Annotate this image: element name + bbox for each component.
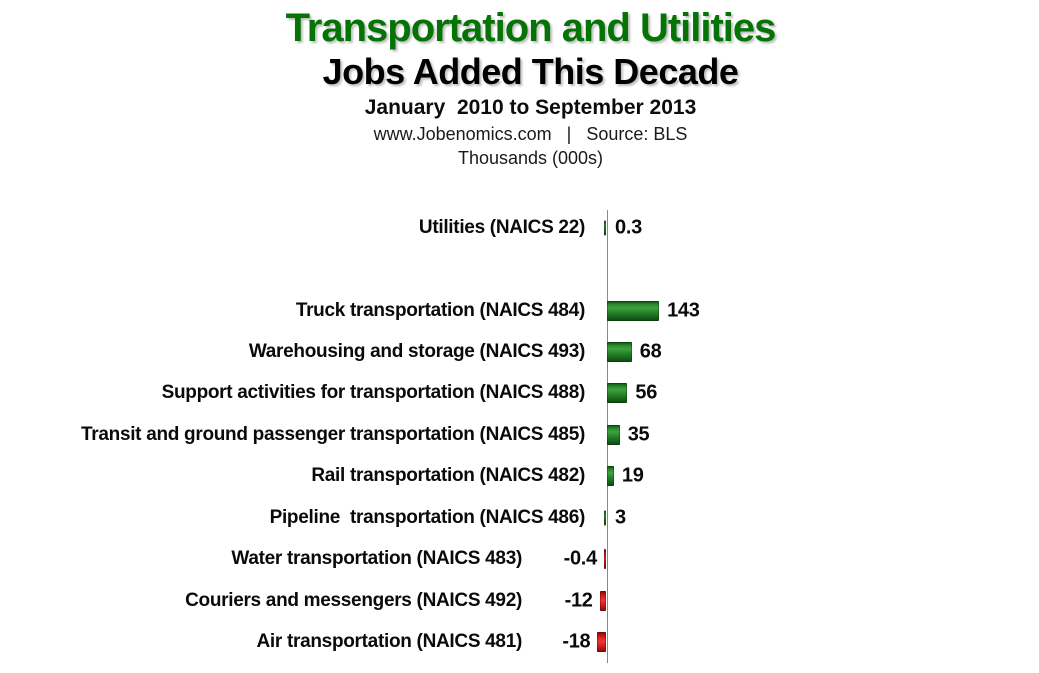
value-label: -0.4 bbox=[563, 547, 597, 570]
value-label: -12 bbox=[564, 589, 593, 612]
chart-units: Thousands (000s) bbox=[457, 147, 604, 168]
bar-negative bbox=[600, 591, 606, 611]
chart-period: January 2010 to September 2013 bbox=[364, 96, 697, 120]
chart-plot-area bbox=[0, 207, 1039, 663]
value-label: 56 bbox=[635, 381, 658, 404]
chart-header bbox=[0, 6, 1039, 170]
chart-source: www.Jobenomics.com | Source: BLS bbox=[373, 124, 688, 145]
value-label: 3 bbox=[615, 506, 626, 529]
value-label: 35 bbox=[627, 423, 650, 446]
chart-row bbox=[0, 497, 1039, 538]
bar-positive bbox=[604, 220, 606, 235]
chart-row bbox=[0, 248, 1039, 289]
category-label: Couriers and messengers (NAICS 492) bbox=[185, 589, 522, 611]
chart-row bbox=[0, 414, 1039, 455]
chart-row bbox=[0, 456, 1039, 497]
bar-negative bbox=[604, 549, 606, 569]
value-label: 68 bbox=[639, 340, 662, 363]
category-label: Transit and ground passenger transportation (NAICS 485) bbox=[81, 423, 585, 445]
chart-rows bbox=[0, 207, 1039, 663]
value-label: 0.3 bbox=[615, 216, 642, 239]
bar-positive bbox=[607, 383, 627, 403]
category-label: Utilities (NAICS 22) bbox=[418, 216, 585, 238]
chart-row bbox=[0, 373, 1039, 414]
value-label: 19 bbox=[621, 464, 644, 487]
value-label: 143 bbox=[667, 299, 700, 322]
category-label: Rail transportation (NAICS 482) bbox=[311, 465, 585, 487]
bar-positive bbox=[607, 425, 620, 445]
chart-row bbox=[0, 331, 1039, 372]
chart-row bbox=[0, 580, 1039, 621]
chart-row bbox=[0, 621, 1039, 662]
bar-positive bbox=[604, 510, 606, 525]
chart-row bbox=[0, 539, 1039, 580]
bar-positive bbox=[607, 342, 632, 362]
category-label: Water transportation (NAICS 483) bbox=[231, 548, 522, 570]
bar-positive bbox=[607, 301, 659, 321]
category-label: Truck transportation (NAICS 484) bbox=[295, 299, 585, 321]
chart-title: Transportation and Utilities bbox=[285, 6, 776, 50]
category-label: Support activities for transportation (NAICS 488) bbox=[161, 382, 585, 404]
chart-row bbox=[0, 207, 1039, 248]
bar-positive bbox=[607, 466, 614, 486]
value-label: -18 bbox=[562, 630, 591, 653]
chart-row bbox=[0, 290, 1039, 331]
category-label: Air transportation (NAICS 481) bbox=[256, 631, 522, 653]
chart-subtitle: Jobs Added This Decade bbox=[322, 50, 739, 92]
bar-negative bbox=[597, 632, 606, 652]
category-label: Pipeline transportation (NAICS 486) bbox=[269, 506, 585, 528]
category-label: Warehousing and storage (NAICS 493) bbox=[248, 341, 585, 363]
